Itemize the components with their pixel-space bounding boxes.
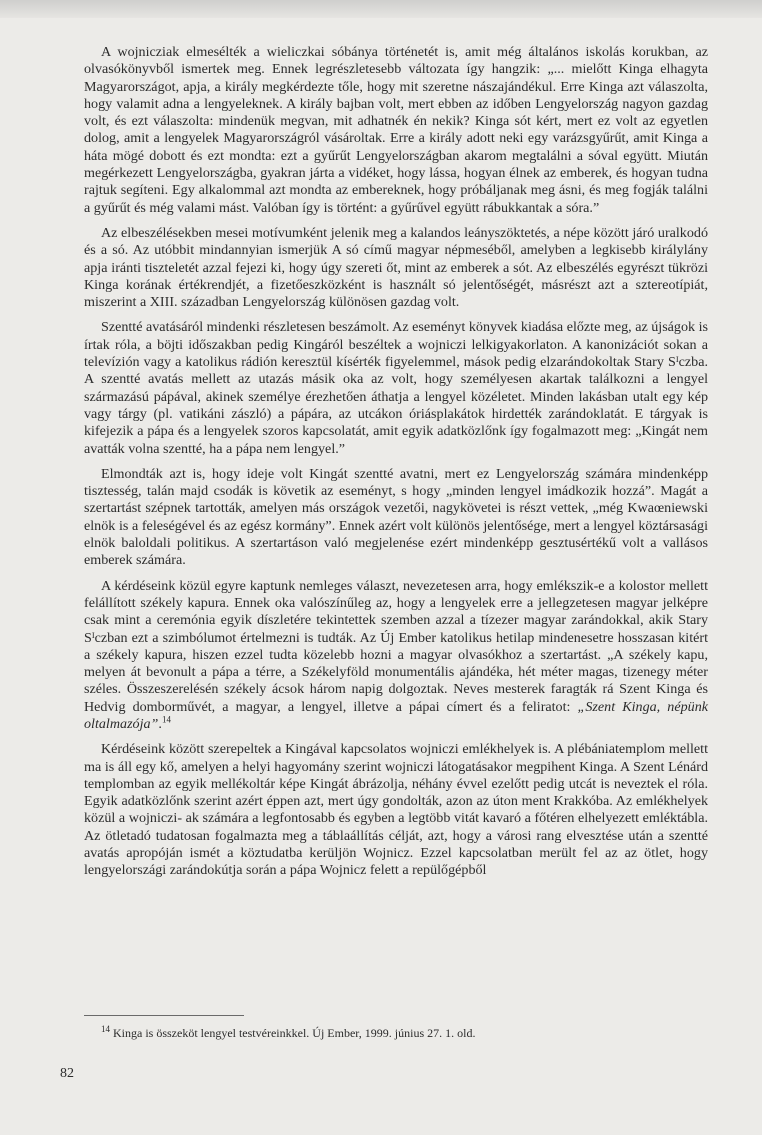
footnote-text: Kinga is összeköt lengyel testvéreinkkel. Új Ember, 1999. június 27. 1. old. xyxy=(113,1026,476,1040)
paragraph-6: Kérdéseink között szerepeltek a Kingával kapcsolatos wojniczi emlékhelyek is. A plébániatemplom mellett ma is áll egy kő, amelyen a helyi hagyomány szerint wojniczi látogatásakor megpihent Kinga. A Szent Lénárd templomban az egyik mellékoltár képe Kingát ábrázolja, néhány évvel ezelőtt pedig utcát is neveztek el róla. Egyik adatközlőnk szerint azért éppen azt, mert úgy gondolták, azon az úton ment Krakkóba. Az emlékhelyek közül a wojniczi- ak számára a legfontosabb és egyben a legtöbb vitát kavaró a főtéren elhelyezett emléktábla. Az ötletadó tudatosan fogalmazta meg a táblaállítás célját, azt, hogy a városi rang elvesztése után a szentté avatás apropóján ismét a köztudatba kerüljön Wojnicz. Ezzel kapcsolatban merült fel az az ötlet, hogy lengyelországi zarándokútja során a pápa Wojnicz felett a repülőgépből xyxy=(84,741,708,879)
quote-end: . xyxy=(158,715,162,732)
paragraph-3: Szentté avatásáról mindenki részletesen beszámolt. Az eseményt könyvek kiadása előzte meg, az újságok is írtak róla, a böjti időszakban pedig Kingáról beszéltek a wojniczi lelkigyakorlaton. A kanonizációt sokan a televízión vagy a katolikus rádión keresztül kísérték figyelemmel, mások pedig elzarándokoltak Stary Sᴵczba. A szentté avatás mellett az utazás másik oka az volt, hogy személyesen akartak találkozni a lengyel származású pápával, akinek személye érezhetően áthatja a lengyel közéletet. Minden lakásban utalt egy kép vagy tárgy (pl. vatikáni zászló) a pápára, az utcákon óriásplakátok hirdették zarándoklatát. E tárgyak is kifejezik a pápa és a lengyelek szoros kapcsolatát, amit egyik adatközlőnk így fogalmazott meg: „Kingát nem avatták volna szentté, ha a pápa nem lengyel.” xyxy=(84,319,708,457)
paragraph-5-text: A kérdéseink közül egyre kaptunk nemleges választ, nevezetesen arra, hogy emlékszik-e a kolostor mellett felállított székely kapura. Ennek oka valószínűleg az, hogy a lengyelek erre a jellegzetesen magyar jelképre csak mint a ceremónia egyik díszletére tekintettek szemben azzal a tízezer magyar zarándokkal, akik Stary Sᴵczban ezt a szimbólumot értelmezni is tudták. Az Új Ember katolikus hetilap mindenesetre hosszasan kitért a székely kapura, hiszen ezzel tudta közelebb hozni a magyar olvasókhoz a szertartást. „A székely kapu, melyen át bevonult a pápa a térre, a Székelyföld monumentális ajándéka, hét méter magas, tizenegy méter széles. Összeszerelésén székely ácsok három napig dolgoztak. Neves mesterek faragták rá Szent Kinga és Hedvig domborművét, a magyar, a lengyel, illetve a pápai címert és a feliratot: xyxy=(84,577,708,715)
main-text xyxy=(84,44,708,888)
paragraph-2: Az elbeszélésekben mesei motívumként jelenik meg a kalandos leányszöktetés, a népe között járó uralkodó és a só. Az utóbbit mindannyian ismerjük A só című magyar népmeséből, amelyben a legkisebb királylány apja iránti tiszteletét azzal fejezi ki, hogy úgy szereti őt, mint az emberek a sót. Az elbeszélés egyrészt tükrözi Kinga korának értékrendjét, a fizetőeszközként is használt só jelentőségét, másrészt azt a sztereotípiát, miszerint a XIII. században Lengyelország különösen gazdag volt. xyxy=(84,224,708,311)
inscription-quote: „Szent Kinga, népünk oltalmazója” xyxy=(84,698,708,732)
footnote xyxy=(84,1026,704,1041)
footnote-number: 14 xyxy=(101,1024,110,1034)
footnote-divider xyxy=(84,1015,244,1016)
page-number: 82 xyxy=(60,1066,74,1081)
footnote-ref: 14 xyxy=(161,714,171,725)
scan-top-band xyxy=(0,0,762,18)
paragraph-4: Elmondták azt is, hogy ideje volt Kingát szentté avatni, mert ez Lengyelország számára mindenképp tisztesség, talán majd csodák is követik az eseményt, s hogy „minden lengyel imádkozik hozzá”. Magát a szertartást szépnek tartották, amelyen más országok vezetői, nagykövetei is részt vettek, „még Kwaœniewski elnök is a feleségével és az egész kormány”. Ennek azért volt különös jelentősége, mert a lengyel köztársasági elnök baloldali politikus. A szertartáson való megjelenése ezért mindenképp gesztusértékű volt a vallásos emberek számára. xyxy=(84,465,708,569)
paragraph-1: A wojnicziak elmesélték a wieliczkai sóbánya történetét is, amit még általános iskolás korukban, az olvasókönyvből ismertek meg. Ennek legrészletesebb változata így hangzik: „... mielőtt Kinga elhagyta Magyarországot, apja, a király megkérdezte tőle, hogy mit szeretne nászajándékul. Erre Kinga azt válaszolta, hogy valamit adna a lengyeleknek. A király bajban volt, mert ebben az időben Lengyelország nagyon gazdag volt, és ezt válaszolta: mindenük megvan, mit adhatnék én nekik? Kinga sót kért, mert ez volt az egyetlen dolog, amit a lengyelek Magyarországról vásároltak. Erre a király adott neki egy varázsgyűrűt, amit Kinga a háta mögé dobott és ezt mondta: ezt a gyűrűt Lengyelországban akarom megtalálni a sóval együtt. Miután megérkezett Lengyelországba, gyakran járta a vidéket, hogy lássa, hogyan élnek az emberek, és hogyan tudna rajtuk segíteni. Egy alkalommal azt mondta az embereknek, hogy próbáljanak meg ásni, és meg fogják találni a gyűrűt és még valami mást. Valóban így is történt: a gyűrűvel együtt rábukkantak a sóra.” xyxy=(84,44,708,216)
paragraph-5 xyxy=(84,578,708,734)
